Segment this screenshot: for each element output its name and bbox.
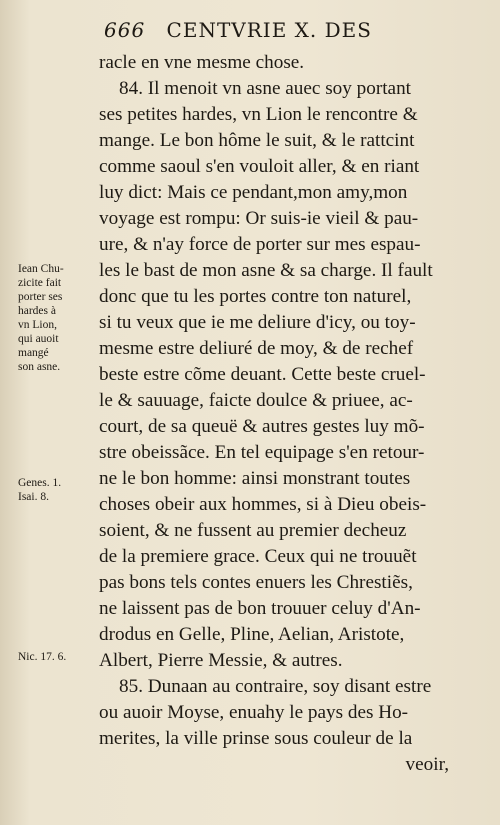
margin-note-line: zicite fait (18, 277, 62, 289)
text-line: soient, & ne fussent au premier decheuz (99, 520, 407, 541)
text-line: les le bast de mon asne & sa charge. Il fault (99, 260, 433, 281)
running-title: CENTVRIE X. DES (166, 18, 372, 42)
margin-note-line: Isai. 8. (18, 491, 49, 503)
margin-note-line: mangé (18, 347, 49, 359)
margin-note-line: Genes. 1. (18, 477, 62, 489)
margin-note-line: Iean Chu- (18, 263, 64, 275)
text-line: ne laissent pas de bon trouuer celuy d'An- (99, 598, 421, 619)
text-line: ou auoir Moyse, enuahy le pays des Ho- (99, 702, 409, 723)
text-line: pas bons tels contes enuers les Chrestiẽs, (99, 572, 413, 593)
text-line: choses obeir aux hommes, si à Dieu obeis- (99, 494, 427, 515)
margin-note-line: son asne. (18, 361, 61, 373)
margin-note-line: Nic. 17. 6. (18, 651, 67, 663)
margin-note-nic (18, 650, 66, 664)
text-line: 85. Dunaan au contraire, soy disant estre (119, 676, 432, 697)
text-line: beste estre cõme deuant. Cette beste cruel- (99, 364, 426, 385)
text-line: comme saoul s'en vouloit aller, & en riant (99, 156, 420, 177)
text-line: donc que tu les portes contre ton naturel, (99, 286, 412, 307)
margin-note-genesis (18, 476, 61, 504)
margin-note-jean-chu (18, 262, 96, 374)
text-line: stre obeissãce. En tel equipage s'en retour- (99, 442, 425, 463)
text-line: de la premiere grace. Ceux qui ne trouuẽt (99, 546, 417, 567)
text-line: 84. Il menoit vn asne auec soy portant (119, 78, 412, 99)
text-line: voyage est rompu: Or suis-ie vieil & pau- (99, 208, 419, 229)
text-line: si tu veux que ie me deliure d'icy, ou toy- (99, 312, 416, 333)
body-text (99, 50, 461, 778)
text-line: Albert, Pierre Messie, & autres. (99, 650, 343, 671)
margin-notes (18, 262, 96, 663)
page-number: 666 (104, 18, 146, 42)
text-line: ses petites hardes, vn Lion le rencontre & (99, 104, 418, 125)
margin-note-line: hardes à (18, 305, 56, 317)
text-line: merites, la ville prinse sous couleur de la (99, 728, 413, 749)
text-line: ure, & n'ay force de porter sur mes espau- (99, 234, 421, 255)
text-line: le & sauuage, faicte doulce & priuee, ac- (99, 390, 413, 411)
catchword: veoir, (405, 754, 449, 775)
text-line: court, de sa queuë & autres gestes luy mõ- (99, 416, 425, 437)
margin-note-line: porter ses (18, 291, 63, 303)
running-head (104, 18, 434, 42)
margin-note-line: qui auoit (18, 333, 59, 345)
text-line: mesme estre deliuré de moy, & de rechef (99, 338, 414, 359)
text-line: mange. Le bon hôme le suit, & le rattcint (99, 130, 415, 151)
text-line: drodus en Gelle, Pline, Aelian, Aristote, (99, 624, 405, 645)
text-line: racle en vne mesme chose. (99, 52, 305, 73)
text-line: ne le bon homme: ainsi monstrant toutes (99, 468, 411, 489)
margin-note-line: vn Lion, (18, 319, 57, 331)
text-line: luy dict: Mais ce pendant,mon amy,mon (99, 182, 408, 203)
